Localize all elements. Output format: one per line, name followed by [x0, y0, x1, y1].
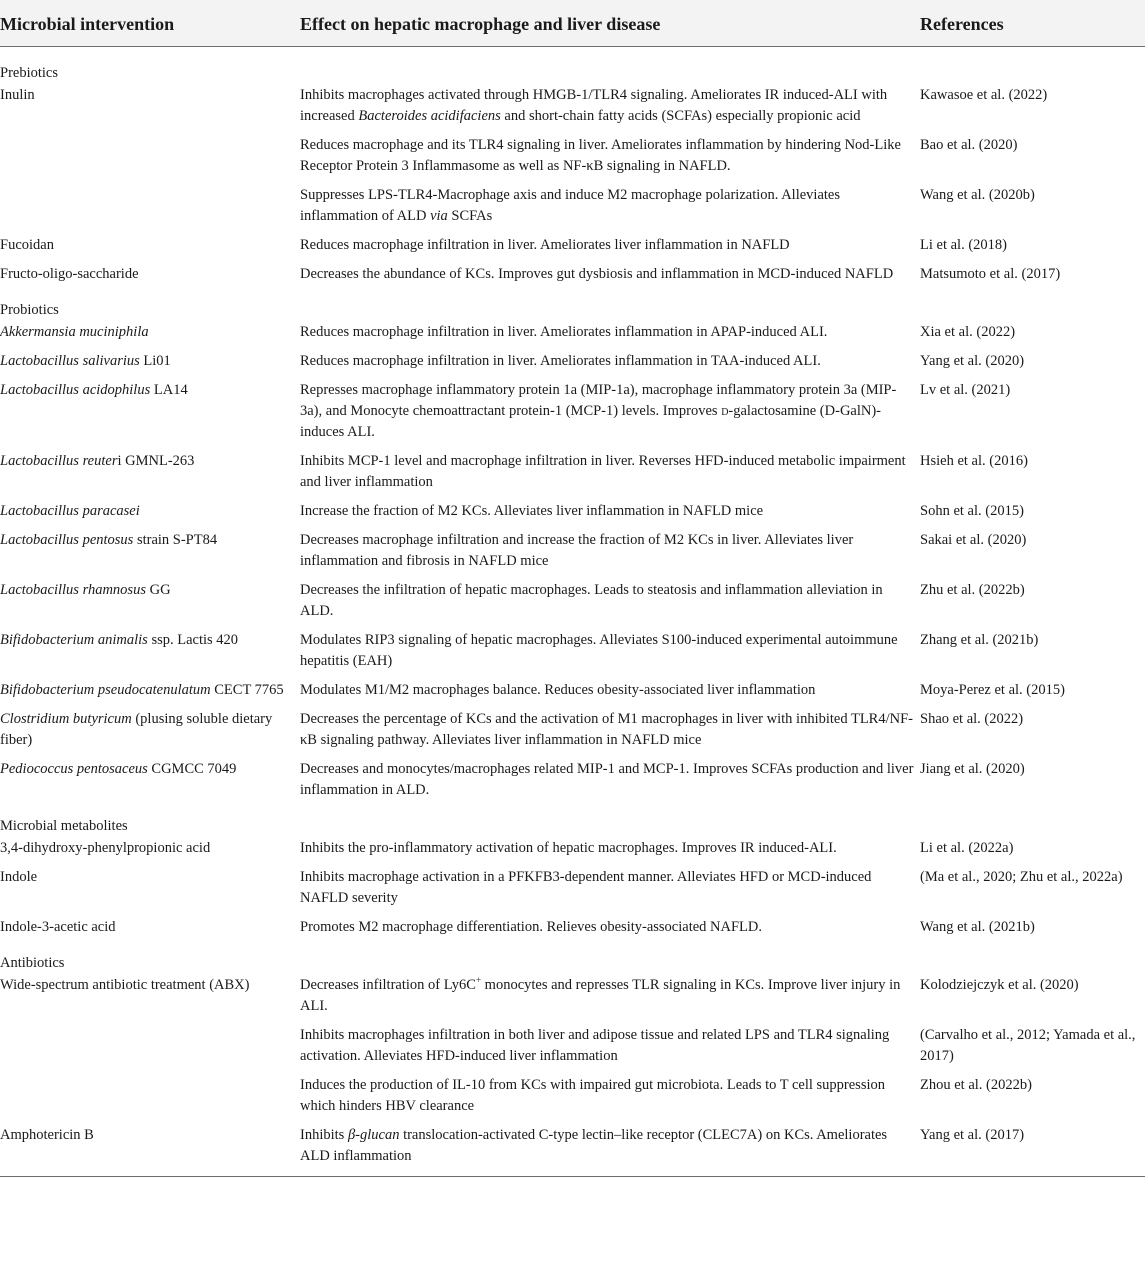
text-segment: Wide-spectrum antibiotic treatment (ABX): [0, 977, 250, 993]
intervention-cell: [0, 351, 298, 380]
effect-cell: [298, 709, 918, 759]
text-segment: Bacteroides acidifaciens: [358, 108, 501, 124]
text-segment: Fucoidan: [0, 237, 54, 253]
effect-cell: [298, 1025, 918, 1075]
section-heading-row: [0, 946, 1145, 975]
text-segment: GG: [145, 582, 171, 598]
text-segment: Inhibits macrophages activated through HMGB-1/TLR4 signaling. Ameliorates IR induced-ALI with increased: [300, 87, 888, 124]
reference-cell: [918, 1125, 1145, 1177]
text-segment: Indole: [0, 869, 38, 885]
text-segment: Xia et al. (2022): [920, 324, 1016, 340]
text-segment: Modulates M1/M2 macrophages balance. Reduces obesity-associated liver inflammation: [300, 682, 816, 698]
effect-cell: [298, 759, 918, 809]
table-header: [0, 0, 1145, 47]
effect-cell: [298, 322, 918, 351]
intervention-cell: [0, 322, 298, 351]
text-segment: Antibiotics: [0, 955, 65, 971]
effect-cell: [298, 530, 918, 580]
intervention-cell: [0, 680, 298, 709]
text-segment: Decreases the percentage of KCs and the activation of M1 macrophages in liver with inhibited TLR4/NF-κB signaling pathway. Alleviates liver inflammation in NAFLD mice: [300, 711, 913, 748]
effect-cell: [298, 975, 918, 1025]
text-segment: Li et al. (2018): [920, 237, 1007, 253]
table-row: [0, 530, 1145, 580]
intervention-cell: [0, 530, 298, 580]
text-segment: Jiang et al. (2020): [920, 761, 1025, 777]
text-segment: Li et al. (2022a): [920, 840, 1014, 856]
text-segment: Sakai et al. (2020): [920, 532, 1027, 548]
table-row: [0, 580, 1145, 630]
reference-cell: [918, 235, 1145, 264]
intervention-cell: [0, 1025, 298, 1075]
text-segment: Zhou et al. (2022b): [920, 1077, 1032, 1093]
reference-cell: [918, 322, 1145, 351]
effect-cell: [298, 1075, 918, 1125]
intervention-cell: [0, 451, 298, 501]
section-heading: [0, 809, 1145, 838]
table-row: [0, 759, 1145, 809]
effect-cell: [298, 351, 918, 380]
text-segment: Reduces macrophage infiltration in liver. Ameliorates inflammation in APAP-induced ALI.: [300, 324, 828, 340]
table-row: [0, 917, 1145, 946]
text-segment: Hsieh et al. (2016): [920, 453, 1028, 469]
effect-cell: [298, 1125, 918, 1177]
table-row: [0, 680, 1145, 709]
text-segment: (plusing soluble dietary fiber): [0, 711, 273, 748]
text-segment: Amphotericin B: [0, 1127, 94, 1143]
text-segment: Li01: [139, 353, 171, 369]
text-segment: Kolodziejczyk et al. (2020): [920, 977, 1079, 993]
text-segment: Suppresses LPS-TLR4-Macrophage axis and induce M2 macrophage polarization. Alleviates inflammation of ALD: [300, 187, 840, 224]
text-segment: Inhibits macrophage activation in a PFKFB3-dependent manner. Alleviates HFD or MCD-induced NAFLD severity: [300, 869, 872, 906]
text-segment: Increase the fraction of M2 KCs. Alleviates liver inflammation in NAFLD mice: [300, 503, 764, 519]
text-segment: (Ma et al., 2020; Zhu et al., 2022a): [920, 869, 1123, 885]
text-segment: Zhu et al. (2022b): [920, 582, 1025, 598]
text-segment: Bifidobacterium pseudocatenulatum: [0, 682, 211, 698]
reference-cell: [918, 530, 1145, 580]
text-segment: Wang et al. (2020b): [920, 187, 1035, 203]
intervention-cell: [0, 580, 298, 630]
reference-cell: [918, 380, 1145, 451]
reference-cell: [918, 185, 1145, 235]
text-segment: Induces the production of IL-10 from KCs with impaired gut microbiota. Leads to T cell suppression which hinders HBV clearance: [300, 1077, 885, 1114]
section-heading-row: [0, 809, 1145, 838]
text-segment: CECT 7765: [210, 682, 284, 698]
text-segment: Represses macrophage inflammatory protein 1a (MIP-1a), macrophage inflammatory protein 3a (MIP-3a), and Monocyte chemoattractant protein-1 (MCP-1) levels. Improves: [300, 382, 897, 419]
intervention-cell: [0, 380, 298, 451]
text-segment: Reduces macrophage infiltration in liver. Ameliorates inflammation in TAA-induced ALI.: [300, 353, 821, 369]
text-segment: Decreases macrophage infiltration and increase the fraction of M2 KCs in liver. Alleviates liver inflammation and fibrosis in NAFLD mice: [300, 532, 854, 569]
reference-cell: [918, 85, 1145, 135]
table-row: [0, 235, 1145, 264]
table-row: [0, 1075, 1145, 1125]
text-segment: Kawasoe et al. (2022): [920, 87, 1048, 103]
text-segment: Shao et al. (2022): [920, 711, 1024, 727]
text-segment: Decreases infiltration of Ly6C: [300, 977, 476, 993]
text-segment: LA14: [150, 382, 188, 398]
text-segment: Prebiotics: [0, 65, 58, 81]
text-segment: Probiotics: [0, 302, 59, 318]
text-segment: Akkermansia muciniphila: [0, 324, 149, 340]
text-segment: Inhibits macrophages infiltration in both liver and adipose tissue and related LPS and TLR4 signaling activation. Alleviates HFD-induced liver inflammation: [300, 1027, 890, 1064]
effect-cell: [298, 264, 918, 293]
text-segment: Reduces macrophage infiltration in liver. Ameliorates liver inflammation in NAFLD: [300, 237, 790, 253]
intervention-cell: [0, 185, 298, 235]
text-segment: translocation-activated C-type lectin–like receptor (CLEC7A) on KCs. Ameliorates ALD inflammation: [300, 1127, 888, 1164]
intervention-cell: [0, 759, 298, 809]
text-segment: Lv et al. (2021): [920, 382, 1011, 398]
table-row: [0, 85, 1145, 135]
reference-cell: [918, 264, 1145, 293]
reference-cell: [918, 580, 1145, 630]
effect-cell: [298, 451, 918, 501]
effect-cell: [298, 867, 918, 917]
reference-cell: [918, 630, 1145, 680]
text-segment: Lactobacillus rhamnosus: [0, 582, 146, 598]
text-segment: (Carvalho et al., 2012; Yamada et al., 2017): [920, 1027, 1136, 1064]
effect-cell: [298, 85, 918, 135]
reference-cell: [918, 975, 1145, 1025]
text-segment: Reduces macrophage and its TLR4 signaling in liver. Ameliorates inflammation by hindering Nod-Like Receptor Protein 3 Inflammasome as well as NF-κB signaling in NAFLD.: [300, 137, 901, 174]
table-row: [0, 709, 1145, 759]
text-segment: Zhang et al. (2021b): [920, 632, 1039, 648]
table-row: [0, 351, 1145, 380]
effect-cell: [298, 838, 918, 867]
text-segment: β-glucan: [347, 1127, 400, 1143]
header-microbial-intervention: Microbial intervention: [0, 0, 298, 47]
table-row: [0, 380, 1145, 451]
text-segment: Modulates RIP3 signaling of hepatic macrophages. Alleviates S100-induced experimental autoimmune hepatitis (EAH): [300, 632, 898, 669]
table-row: [0, 501, 1145, 530]
text-segment: Bifidobacterium animalis: [0, 632, 148, 648]
text-segment: Decreases and monocytes/macrophages related MIP-1 and MCP-1. Improves SCFAs production and liver inflammation in ALD.: [300, 761, 914, 798]
table-row: [0, 451, 1145, 501]
text-segment: 3,4-dihydroxy-phenylpropionic acid: [0, 840, 211, 856]
text-segment: SCFAs: [447, 208, 493, 224]
effect-cell: [298, 580, 918, 630]
intervention-cell: [0, 975, 298, 1025]
intervention-cell: [0, 709, 298, 759]
text-segment: Inulin: [0, 87, 35, 103]
text-segment: CGMCC 7049: [147, 761, 237, 777]
text-segment: Sohn et al. (2015): [920, 503, 1024, 519]
table-row: [0, 838, 1145, 867]
text-segment: Fructo-oligo-saccharide: [0, 266, 139, 282]
effect-cell: [298, 235, 918, 264]
effect-cell: [298, 185, 918, 235]
text-segment: strain S-PT84: [133, 532, 218, 548]
text-segment: Lactobacillus paracasei: [0, 503, 140, 519]
section-heading: [0, 47, 1145, 86]
text-segment: Lactobacillus acidophilus: [0, 382, 151, 398]
text-segment: Inhibits: [300, 1127, 348, 1143]
reference-cell: [918, 1075, 1145, 1125]
intervention-cell: [0, 838, 298, 867]
text-segment: Decreases the infiltration of hepatic macrophages. Leads to steatosis and inflammation alleviation in ALD.: [300, 582, 883, 619]
text-segment: Lactobacillus reuter: [0, 453, 118, 469]
effect-cell: [298, 135, 918, 185]
header-row: [0, 0, 1145, 47]
text-segment: d: [721, 403, 729, 419]
intervention-cell: [0, 1125, 298, 1177]
reference-cell: [918, 759, 1145, 809]
text-segment: Moya-Perez et al. (2015): [920, 682, 1065, 698]
text-segment: Microbial metabolites: [0, 818, 128, 834]
reference-cell: [918, 838, 1145, 867]
section-heading-row: [0, 47, 1145, 86]
table-row: [0, 322, 1145, 351]
text-segment: Matsumoto et al. (2017): [920, 266, 1061, 282]
text-segment: Promotes M2 macrophage differentiation. Relieves obesity-associated NAFLD.: [300, 919, 763, 935]
text-segment: Inhibits MCP-1 level and macrophage infiltration in liver. Reverses HFD-induced metabolic impairment and liver inflammation: [300, 453, 906, 490]
text-segment: Bao et al. (2020): [920, 137, 1018, 153]
table-row: [0, 975, 1145, 1025]
table-row: [0, 264, 1145, 293]
text-segment: Inhibits the pro-inflammatory activation of hepatic macrophages. Improves IR induced-ALI.: [300, 840, 837, 856]
text-segment: -galactosamine (D-GalN)-induces ALI.: [300, 403, 882, 440]
text-segment: Indole-3-acetic acid: [0, 919, 116, 935]
effect-cell: [298, 501, 918, 530]
intervention-cell: [0, 917, 298, 946]
reference-cell: [918, 867, 1145, 917]
text-segment: monocytes and represses TLR signaling in KCs. Improve liver injury in ALI.: [300, 977, 901, 1014]
text-segment: Pediococcus pentosaceus: [0, 761, 148, 777]
intervention-cell: [0, 135, 298, 185]
section-heading: [0, 293, 1145, 322]
effect-cell: [298, 380, 918, 451]
intervention-cell: [0, 85, 298, 135]
text-segment: +: [475, 975, 482, 986]
text-segment: Decreases the abundance of KCs. Improves gut dysbiosis and inflammation in MCD-induced NAFLD: [300, 266, 894, 282]
table-row: [0, 135, 1145, 185]
table-row: [0, 867, 1145, 917]
text-segment: via: [430, 208, 448, 224]
table-row: [0, 1025, 1145, 1075]
text-segment: Lactobacillus pentosus: [0, 532, 134, 548]
text-segment: i GMNL-263: [117, 453, 195, 469]
intervention-cell: [0, 501, 298, 530]
effect-cell: [298, 917, 918, 946]
effect-cell: [298, 680, 918, 709]
reference-cell: [918, 1025, 1145, 1075]
header-references: References: [918, 0, 1145, 47]
intervention-cell: [0, 867, 298, 917]
reference-cell: [918, 351, 1145, 380]
reference-cell: [918, 680, 1145, 709]
reference-cell: [918, 709, 1145, 759]
reference-cell: [918, 501, 1145, 530]
text-segment: Clostridium butyricum: [0, 711, 132, 727]
header-effect: Effect on hepatic macrophage and liver disease: [298, 0, 918, 47]
text-segment: Wang et al. (2021b): [920, 919, 1035, 935]
text-segment: ssp. Lactis 420: [147, 632, 239, 648]
intervention-cell: [0, 1075, 298, 1125]
text-segment: Yang et al. (2020): [920, 353, 1025, 369]
text-segment: Lactobacillus salivarius: [0, 353, 140, 369]
text-segment: Yang et al. (2017): [920, 1127, 1025, 1143]
intervention-cell: [0, 630, 298, 680]
effect-cell: [298, 630, 918, 680]
reference-cell: [918, 917, 1145, 946]
section-heading: [0, 946, 1145, 975]
table-row: [0, 185, 1145, 235]
intervention-cell: [0, 264, 298, 293]
reference-cell: [918, 451, 1145, 501]
section-heading-row: [0, 293, 1145, 322]
text-segment: and short-chain fatty acids (SCFAs) especially propionic acid: [500, 108, 861, 124]
table-body: [0, 47, 1145, 1177]
table-row: [0, 1125, 1145, 1177]
reference-cell: [918, 135, 1145, 185]
table-row: [0, 630, 1145, 680]
intervention-cell: [0, 235, 298, 264]
